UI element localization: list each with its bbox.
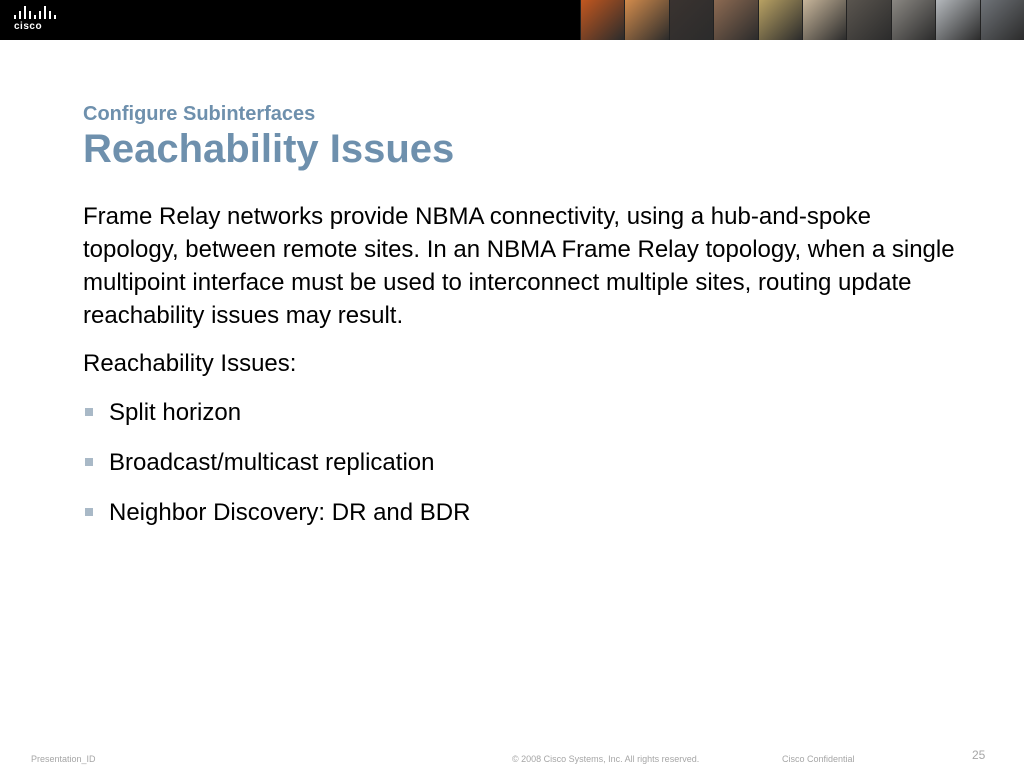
list-label: Reachability Issues:: [83, 350, 297, 377]
header-photo: [624, 0, 668, 40]
square-bullet-icon: [85, 458, 93, 466]
square-bullet-icon: [85, 508, 93, 516]
slide-body: [83, 200, 963, 546]
header-photo: [758, 0, 802, 40]
slide-title-block: [83, 102, 454, 171]
cisco-logo-bars-icon: [14, 6, 56, 19]
footer-confidential: Cisco Confidential: [782, 754, 855, 764]
square-bullet-icon: [85, 408, 93, 416]
cisco-logo: [14, 6, 58, 34]
header-photo: [891, 0, 935, 40]
footer-presentation-id: Presentation_ID: [31, 754, 96, 764]
slide-title: Reachability Issues: [83, 127, 455, 171]
header-photo: [980, 0, 1024, 40]
intro-paragraph: Frame Relay networks provide NBMA connectivity, using a hub-and-spoke topology, between remote sites. In an NBMA Frame Relay topology, when a single multipoint interface must be used to interconnect multiple sites, routing update reachability issues may result.: [83, 203, 955, 329]
header-photo: [669, 0, 713, 40]
bullet-text: Broadcast/multicast replication: [109, 449, 435, 476]
header-photo: [713, 0, 757, 40]
bullet-list: [83, 396, 963, 529]
bullet-text: Neighbor Discovery: DR and BDR: [109, 499, 471, 526]
header-bar: [0, 0, 1024, 40]
footer-copyright: © 2008 Cisco Systems, Inc. All rights reserved.: [512, 754, 700, 764]
header-photo: [802, 0, 846, 40]
cisco-logo-text: cisco: [14, 21, 43, 32]
slide-subtitle: Configure Subinterfaces: [83, 103, 316, 125]
page-number: 25: [972, 748, 986, 762]
header-photo: [935, 0, 979, 40]
header-photo: [580, 0, 624, 40]
bullet-item: [83, 446, 963, 479]
bullet-item: [83, 496, 963, 529]
bullet-item: [83, 396, 963, 429]
header-photo: [846, 0, 890, 40]
header-photo-strip: [580, 0, 1024, 40]
bullet-text: Split horizon: [109, 399, 242, 426]
